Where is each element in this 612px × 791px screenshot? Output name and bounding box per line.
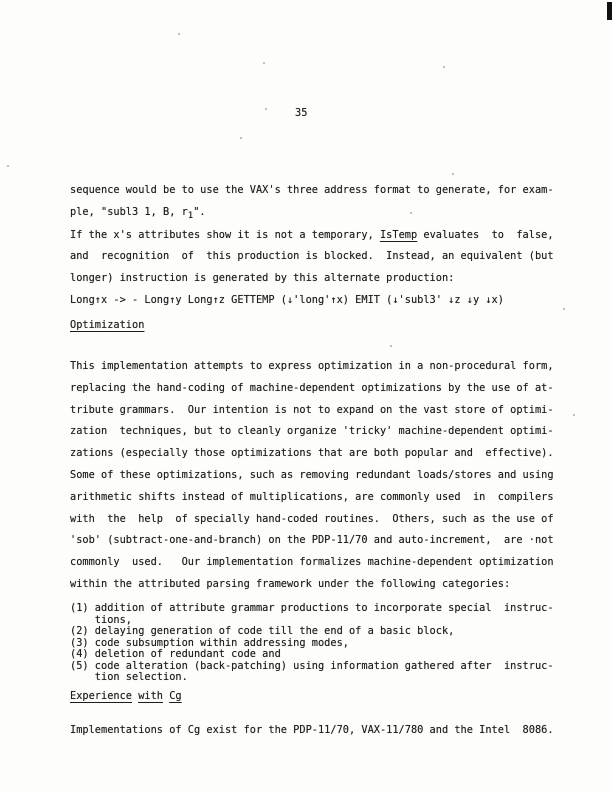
scan-speck [240, 137, 242, 139]
text-line: longer) instruction is generated by this alternate production: [70, 272, 455, 285]
scan-speck [443, 66, 445, 68]
text-line: (1) addition of attribute grammar productions to incorporate special instruc- [70, 602, 554, 614]
paragraph-optimization-body [70, 356, 554, 596]
scan-speck [452, 173, 454, 175]
text-line: Optimization [70, 319, 145, 331]
text-line: tribute grammars. Our intention is not to expand on the vast store of optimi- [70, 403, 554, 416]
scan-speck [178, 33, 180, 35]
heading-experience-with-cg [70, 686, 182, 708]
scan-edge-mark [607, 2, 612, 20]
text-line: Implementations of Cg exist for the PDP-11/70, VAX-11/780 and the Intel 8086. [70, 724, 554, 736]
scan-speck [7, 165, 9, 167]
text-line: within the attributed parsing framework under the following categories: [70, 577, 511, 590]
text-line: (5) code alteration (back-patching) using information gathered after instruc- [70, 659, 554, 672]
text-line: with the help of specially hand-coded routines. Others, such as the use of [70, 512, 554, 525]
text-line: zations (especially those optimizations that are both popular and effective). [70, 447, 554, 460]
scan-speck [573, 414, 575, 416]
paragraph-sequence-production [70, 180, 554, 312]
text-line: commonly used. Our implementation formalizes machine-dependent optimization [70, 556, 554, 569]
text-line: This implementation attempts to express optimization in a non-procedural form, [70, 360, 554, 372]
text-line: (2) delaying generation of code till the end of a basic block, [70, 625, 455, 637]
text-line: ple, "subl3 1, B, r1". [70, 205, 206, 221]
paragraph-implementations [70, 720, 554, 742]
text-line: 'sob' (subtract-one-and-branch) on the PDP-11/70 and auto-increment, are ·not [70, 534, 554, 547]
text-line: If the x's attributes show it is not a temporary, IsTemp evaluates to false, [70, 228, 554, 241]
page-number: 35 [295, 107, 308, 119]
text-line: tions, [70, 613, 132, 626]
text-line: arithmetic shifts instead of multiplications, are commonly used in compilers [70, 490, 554, 503]
text-line: replacing the hand-coding of machine-dependent optimizations by the use of at- [70, 381, 554, 394]
scan-speck [390, 345, 392, 347]
list-optimization-categories [70, 603, 554, 684]
text-line: Experience with Cg [70, 690, 182, 702]
text-line: Some of these optimizations, such as removing redundant loads/stores and using [70, 468, 554, 481]
text-line: (3) code subsumption within addressing modes, [70, 636, 349, 649]
scan-speck [265, 108, 267, 110]
text-line: (4) deletion of redundant code and [70, 648, 281, 660]
text-line: sequence would be to use the VAX's three address format to generate, for exam- [70, 184, 554, 196]
text-line: Long↑x -> - Long↑y Long↑z GETTEMP (↓'long'↑x) EMIT (↓'subl3' ↓z ↓y ↓x) [70, 293, 504, 306]
text-line: tion selection. [70, 671, 188, 683]
scan-speck [263, 62, 265, 64]
scan-speck [563, 308, 565, 310]
heading-optimization [70, 315, 144, 337]
text-line: and recognition of this production is blocked. Instead, an equivalent (but [70, 250, 554, 263]
text-line: zation techniques, but to cleanly organize 'tricky' machine-dependent optimi- [70, 425, 554, 438]
